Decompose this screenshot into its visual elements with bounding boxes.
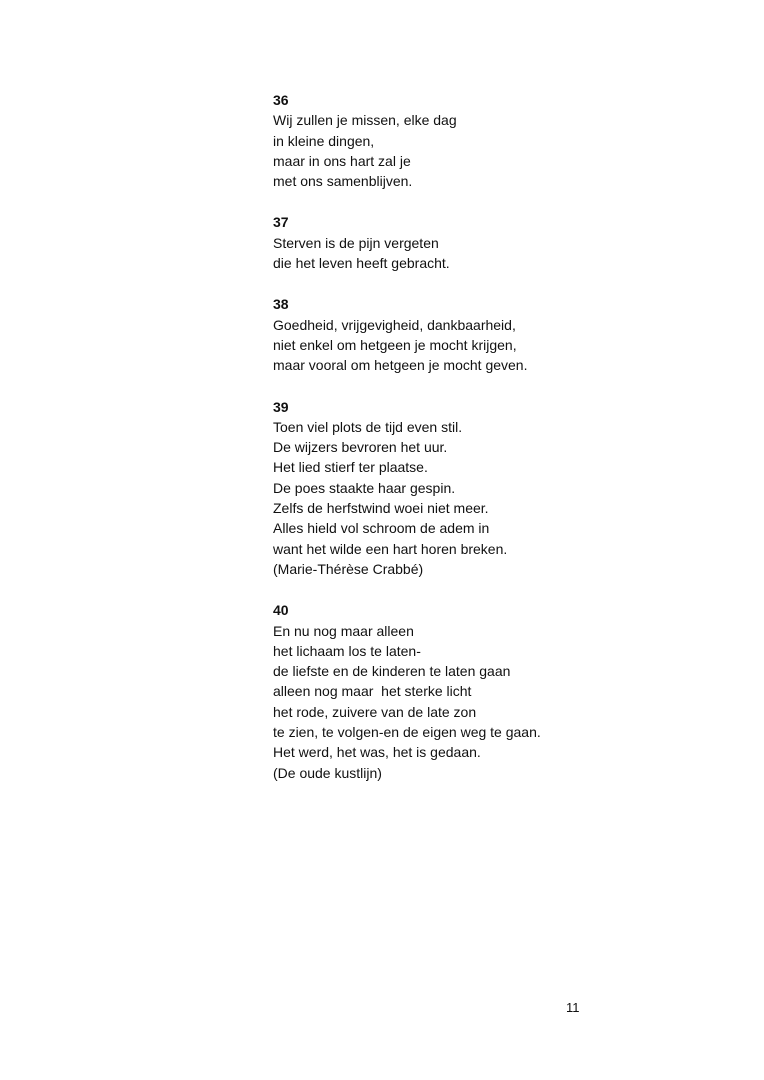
poem-line: maar vooral om hetgeen je mocht geven.: [273, 357, 528, 374]
poem-line: De wijzers bevroren het uur.: [273, 439, 448, 456]
poem-39: [273, 397, 713, 580]
poem-line: Toen viel plots de tijd even stil.: [273, 418, 463, 435]
poem-line: Het werd, het was, het is gedaan.: [273, 744, 481, 761]
poem-line: het rode, zuivere van de late zon: [273, 703, 477, 720]
poem-line: het lichaam los te laten-: [273, 642, 421, 659]
poem-number: 36: [273, 92, 289, 108]
poem-attribution: (De oude kustlijn): [273, 764, 382, 781]
poem-line: niet enkel om hetgeen je mocht krijgen,: [273, 336, 517, 353]
poem-list: [273, 90, 713, 804]
poem-line: de liefste en de kinderen te laten gaan: [273, 663, 511, 680]
poem-number: 39: [273, 398, 289, 415]
poem-line: te zien, te volgen-en de eigen weg te gaan.: [273, 724, 541, 741]
poem-attribution: (Marie-Thérèse Crabbé): [273, 560, 424, 577]
poem-line: met ons samenblijven.: [273, 173, 413, 190]
poem-36: [273, 90, 713, 191]
page-number: 11: [566, 1000, 580, 1015]
poem-40: [273, 600, 713, 783]
poem-line: Zelfs de herfstwind woei niet meer.: [273, 500, 489, 517]
poem-37: [273, 212, 713, 273]
poem-line: Alles hield vol schroom de adem in: [273, 520, 490, 537]
poem-line: want het wilde een hart horen breken.: [273, 540, 508, 557]
poem-line: alleen nog maar het sterke licht: [273, 683, 472, 700]
poem-line: die het leven heeft gebracht.: [273, 255, 450, 272]
poem-38: [273, 294, 713, 375]
poem-line: Goedheid, vrijgevigheid, dankbaarheid,: [273, 316, 516, 333]
poem-number: 37: [273, 214, 289, 231]
poem-number: 38: [273, 296, 289, 313]
poem-line: maar in ons hart zal je: [273, 152, 411, 169]
poem-line: Wij zullen je missen, elke dag: [273, 112, 457, 129]
poem-line: Het lied stierf ter plaatse.: [273, 459, 428, 476]
poem-line: in kleine dingen,: [273, 132, 375, 149]
poem-number: 40: [273, 602, 289, 619]
poem-line: Sterven is de pijn vergeten: [273, 234, 439, 251]
poem-line: De poes staakte haar gespin.: [273, 479, 456, 496]
poem-line: En nu nog maar alleen: [273, 622, 414, 639]
